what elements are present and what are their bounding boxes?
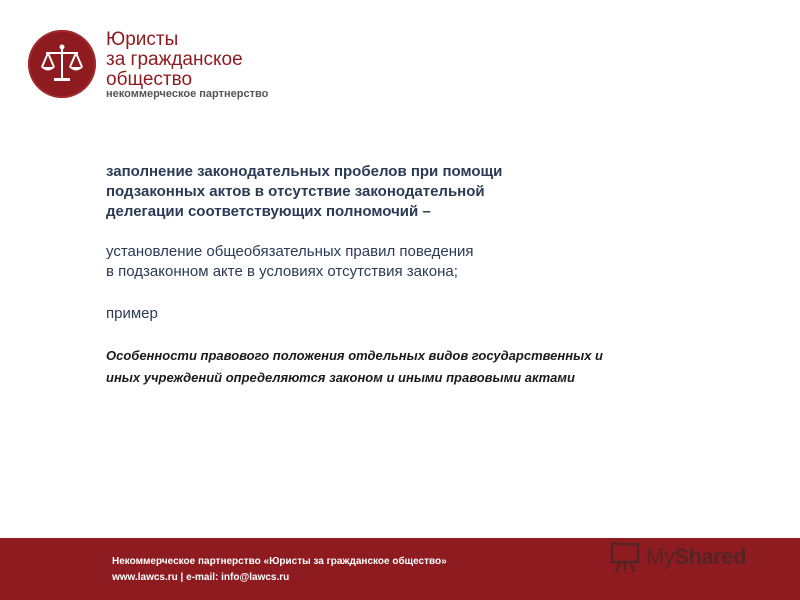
- definition-line: в подзаконном акте в условиях отсутствия закона;: [106, 263, 458, 280]
- watermark-brand: Shared: [674, 544, 746, 569]
- website-link[interactable]: www.lawcs.ru: [112, 572, 178, 583]
- example-quote: [106, 345, 726, 389]
- example-label: пример: [106, 305, 158, 322]
- heading-line: подзаконных актов в отсутствие законодательной: [106, 183, 485, 200]
- definition-line: установление общеобязательных правил поведения: [106, 243, 474, 260]
- myshared-watermark: [606, 540, 776, 576]
- heading-line: заполнение законодательных пробелов при помощи: [106, 163, 503, 180]
- quote-line: Особенности правового положения отдельных видов государственных и: [106, 348, 603, 363]
- footer-contacts: [112, 572, 289, 583]
- organization-subtitle: некоммерческое партнерство: [106, 88, 269, 100]
- presentation-board-icon: [608, 540, 644, 574]
- quote-line: иных учреждений определяются законом и иными правовыми актами: [106, 370, 575, 385]
- definition-text: [106, 242, 726, 282]
- email-link[interactable]: e-mail: info@lawcs.ru: [186, 572, 290, 583]
- heading-line: делегации соответствующих полномочий –: [106, 203, 431, 220]
- organization-title: [106, 30, 243, 90]
- title-line: Юристы: [106, 29, 179, 50]
- watermark-text: [646, 544, 746, 570]
- watermark-prefix: My: [646, 544, 675, 569]
- title-line: общество: [106, 69, 193, 90]
- contact-separator: |: [180, 572, 184, 583]
- slide-content: [106, 162, 726, 389]
- logo-emblem: [28, 30, 96, 98]
- slide-heading: [106, 162, 726, 222]
- title-line: за гражданское: [106, 49, 243, 70]
- footer-organization: Некоммерческое партнерство «Юристы за гражданское общество»: [112, 556, 447, 567]
- scales-of-justice-icon: [28, 30, 96, 98]
